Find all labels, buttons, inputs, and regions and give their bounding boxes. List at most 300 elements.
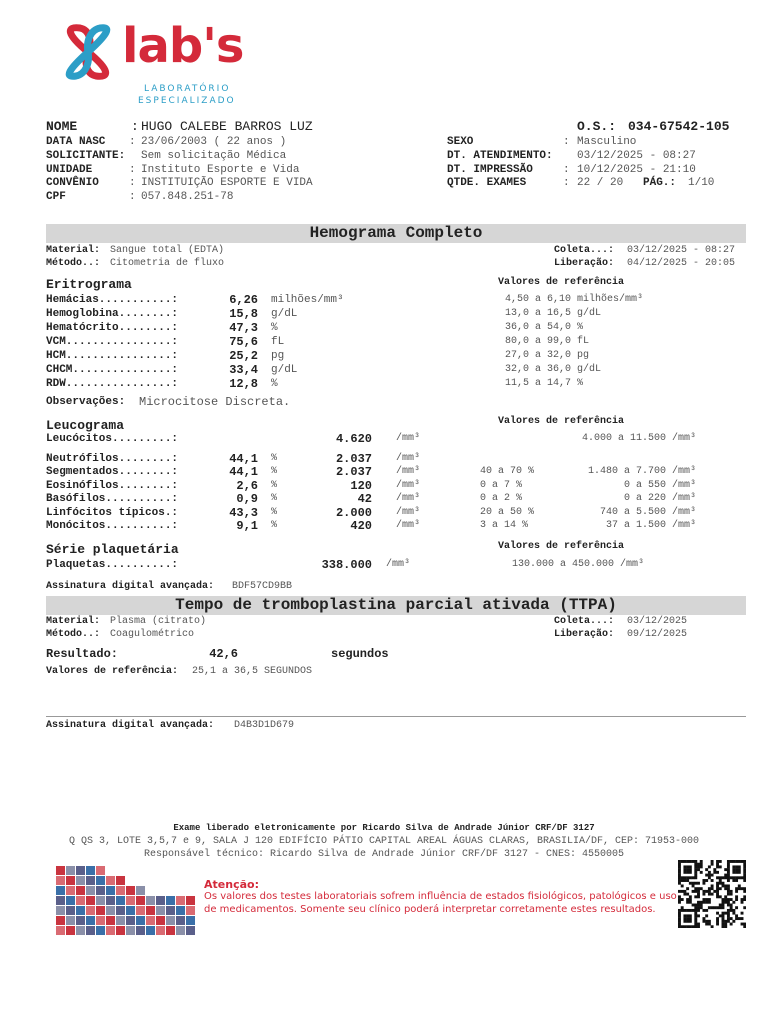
qr-module <box>722 884 725 887</box>
hemograma-title: Hemograma Completo <box>309 224 483 242</box>
qr-module <box>694 909 697 912</box>
qr-module <box>678 863 681 866</box>
qr-module <box>727 904 730 907</box>
qr-module <box>727 860 730 863</box>
qtde-value: 22 / 20 <box>577 177 624 189</box>
pattern-tile <box>126 906 135 915</box>
qr-module <box>727 898 730 901</box>
qr-module <box>689 865 692 868</box>
qr-module <box>700 901 703 904</box>
pattern-tile <box>66 896 75 905</box>
qr-module <box>678 914 681 917</box>
qr-module <box>683 860 686 863</box>
convenio-value: INSTITUIÇÃO ESPORTE E VIDA <box>141 177 313 189</box>
qr-module <box>735 906 738 909</box>
pattern-tile <box>76 876 85 885</box>
leuco-row-pct-unit: % <box>271 506 278 518</box>
impr-value: 10/12/2025 - 21:10 <box>577 164 696 176</box>
pattern-tile <box>176 916 185 925</box>
qr-module <box>694 920 697 923</box>
eritro-unit: fL <box>271 336 285 348</box>
qr-module <box>692 882 695 885</box>
qr-module <box>686 865 689 868</box>
qr-module <box>702 920 705 923</box>
qr-module <box>738 917 741 920</box>
pattern-tile <box>166 916 175 925</box>
nasc-label: DATA NASC <box>46 136 106 148</box>
pattern-tile <box>166 926 175 935</box>
leuco-row-pct: 9,1 <box>236 519 258 533</box>
material-label: Material: <box>46 245 101 256</box>
pattern-tile <box>106 906 115 915</box>
qr-module <box>694 865 697 868</box>
qr-module <box>722 912 725 915</box>
qr-module <box>738 860 741 863</box>
qr-module <box>686 868 689 871</box>
nome-label: NOME <box>46 119 78 134</box>
colon: : <box>131 119 139 134</box>
qr-module <box>735 865 738 868</box>
qr-module <box>700 904 703 907</box>
pattern-tile <box>116 886 125 895</box>
qr-module <box>683 893 686 896</box>
pattern-tile <box>136 926 145 935</box>
eritro-name: RDW................: <box>46 378 179 390</box>
qtde-label: QTDE. EXAMES <box>447 177 527 189</box>
qr-module <box>727 863 730 866</box>
pattern-tile <box>106 916 115 925</box>
pattern-tile <box>146 926 155 935</box>
qr-module <box>689 895 692 898</box>
qr-module <box>722 876 725 879</box>
leuco-row-refp: 0 a 2 % <box>480 493 523 505</box>
pattern-tile <box>126 926 135 935</box>
qr-module <box>743 879 746 882</box>
leuco-row-refp: 20 a 50 % <box>480 506 535 518</box>
qr-module <box>724 925 727 928</box>
pattern-tile <box>96 876 105 885</box>
qr-module <box>719 879 722 882</box>
pag-label: PÁG.: <box>643 177 677 189</box>
pattern-tile <box>86 906 95 915</box>
pattern-tile <box>86 896 95 905</box>
qr-module <box>722 882 725 885</box>
metodo-label: Método..: <box>46 258 101 269</box>
qr-module <box>689 914 692 917</box>
leuco-row-name: Neutrófilos........: <box>46 453 179 465</box>
footer-responsible: Responsável técnico: Ricardo Silva de Andrade Júnior CRF/DF 3127 - CNES: 4550005 <box>143 849 625 860</box>
qr-module <box>711 906 714 909</box>
qr-module <box>722 914 725 917</box>
qr-module <box>711 863 714 866</box>
pattern-tile <box>136 916 145 925</box>
pattern-tile <box>126 886 135 895</box>
ttpa-coleta-value: 03/12/2025 <box>627 616 688 627</box>
qr-module <box>694 912 697 915</box>
qr-module <box>697 909 700 912</box>
decorative-pattern-icon <box>56 866 196 936</box>
cpf-value: 057.848.251-78 <box>141 191 234 203</box>
qr-module <box>716 876 719 879</box>
qr-module <box>708 890 711 893</box>
qr-module <box>732 920 735 923</box>
eritro-unit: g/dL <box>271 308 298 320</box>
pattern-tile <box>76 896 85 905</box>
pattern-tile <box>156 926 165 935</box>
qr-module <box>727 868 730 871</box>
qr-module <box>730 876 733 879</box>
qr-module <box>743 876 746 879</box>
qr-module <box>686 925 689 928</box>
pattern-tile <box>56 886 65 895</box>
ttpa-result-unit: segundos <box>331 647 389 661</box>
pattern-tile <box>56 926 65 935</box>
eritro-unit: % <box>271 322 278 334</box>
qr-module <box>738 868 741 871</box>
leuco-row-abs: 2.000 <box>335 505 372 520</box>
qr-module <box>678 912 681 915</box>
leuco-row-pct: 43,3 <box>229 505 258 520</box>
qr-module <box>697 925 700 928</box>
qr-module <box>722 923 725 926</box>
qr-module <box>683 914 686 917</box>
leuco-row-refp: 0 a 7 % <box>480 479 523 491</box>
qr-module <box>697 923 700 926</box>
qr-module <box>735 876 738 879</box>
coleta-label: Coleta...: <box>554 245 615 256</box>
qr-module <box>683 890 686 893</box>
qr-module <box>694 887 697 890</box>
qr-module <box>689 920 692 923</box>
eritro-ref: 36,0 a 54,0 % <box>505 322 584 333</box>
patient-name: HUGO CALEBE BARROS LUZ <box>141 119 313 134</box>
qr-module <box>724 884 727 887</box>
pattern-tile <box>116 896 125 905</box>
qr-module <box>678 925 681 928</box>
qr-module <box>722 920 725 923</box>
qr-module <box>727 865 730 868</box>
qr-module <box>711 884 714 887</box>
qr-module <box>708 865 711 868</box>
leuco-row-unit: /mm³ <box>396 520 421 531</box>
attention-line1: Os valores dos testes laboratoriais sofrem influência de estados fisiológicos, patológicos e uso <box>204 891 677 902</box>
eritro-ref: 11,5 a 14,7 % <box>505 378 584 389</box>
signature-divider <box>46 716 746 717</box>
qr-module <box>686 901 689 904</box>
qr-module <box>678 898 681 901</box>
qr-module <box>735 879 738 882</box>
eritro-value: 25,2 <box>229 349 258 363</box>
qr-module <box>727 909 730 912</box>
logo-brand-text: lab's <box>122 18 244 74</box>
qr-module <box>727 879 730 882</box>
qr-module <box>738 865 741 868</box>
qr-module <box>705 868 708 871</box>
qr-module <box>719 887 722 890</box>
eritrograma-title: Eritrograma <box>46 277 132 292</box>
qr-module <box>708 876 711 879</box>
colon: : <box>129 164 136 176</box>
qr-module <box>716 860 719 863</box>
qr-module <box>743 906 746 909</box>
sexo-value: Masculino <box>577 136 637 148</box>
pag-value: 1/10 <box>688 177 715 189</box>
pattern-tile <box>86 876 95 885</box>
qr-module <box>711 893 714 896</box>
qr-module <box>719 865 722 868</box>
qr-module <box>689 860 692 863</box>
pattern-tile <box>96 906 105 915</box>
qr-module <box>732 868 735 871</box>
convenio-label: CONVÊNIO <box>46 177 99 189</box>
qr-module <box>716 884 719 887</box>
qr-module <box>686 917 689 920</box>
ref-header: Valores de referência <box>498 416 625 427</box>
qr-module <box>722 901 725 904</box>
pattern-tile <box>116 906 125 915</box>
leuco-row-refa: 1.480 a 7.700 /mm³ <box>587 466 696 478</box>
qr-module <box>708 906 711 909</box>
qr-module <box>694 876 697 879</box>
qr-module <box>694 863 697 866</box>
qr-module <box>702 898 705 901</box>
pattern-tile <box>116 926 125 935</box>
qr-module <box>741 876 744 879</box>
qr-module <box>713 890 716 893</box>
qr-module <box>708 887 711 890</box>
pattern-tile <box>86 886 95 895</box>
qr-module <box>732 879 735 882</box>
sexo-label: SEXO <box>447 136 474 148</box>
metodo-value: Citometria de fluxo <box>110 258 225 269</box>
eritro-name: Hemoglobina........: <box>46 308 179 320</box>
qr-module <box>735 914 738 917</box>
impr-label: DT. IMPRESSÃO <box>447 164 533 176</box>
qr-module <box>730 893 733 896</box>
leuco-row-pct-unit: % <box>271 479 278 491</box>
qr-module <box>724 895 727 898</box>
leuco-row-refa: 0 a 550 /mm³ <box>623 479 696 491</box>
qr-module <box>711 887 714 890</box>
eritro-unit: pg <box>271 350 285 362</box>
ttpa-liberacao-label: Liberação: <box>554 629 615 640</box>
pattern-tile <box>176 926 185 935</box>
eritro-name: Hematócrito........: <box>46 322 179 334</box>
qr-module <box>686 898 689 901</box>
qr-module <box>689 882 692 885</box>
qr-module <box>716 887 719 890</box>
plaq-name: Plaquetas..........: <box>46 559 179 571</box>
pattern-tile <box>136 896 145 905</box>
pattern-tile <box>186 916 195 925</box>
qr-module <box>735 868 738 871</box>
qr-module <box>700 863 703 866</box>
unidade-value: Instituto Esporte e Vida <box>141 164 300 176</box>
ttpa-title: Tempo de tromboplastina parcial ativada (TTPA) <box>175 596 617 614</box>
qr-module <box>727 912 730 915</box>
qr-module <box>716 906 719 909</box>
qr-module <box>708 901 711 904</box>
qr-module <box>683 876 686 879</box>
leuco-row-name: Linfócitos típicos.: <box>46 506 179 519</box>
qr-module <box>686 914 689 917</box>
qr-module <box>705 923 708 926</box>
qr-module <box>711 860 714 863</box>
qr-module <box>694 874 697 877</box>
qr-module <box>700 865 703 868</box>
ttpa-sig-label: Assinatura digital avançada: <box>46 720 215 731</box>
qr-module <box>708 871 711 874</box>
qr-module <box>678 874 681 877</box>
atend-label: DT. ATENDIMENTO: <box>447 150 553 162</box>
qr-module <box>735 890 738 893</box>
eritro-ref: 27,0 a 32,0 pg <box>505 350 590 361</box>
qr-module <box>724 912 727 915</box>
pattern-tile <box>66 886 75 895</box>
qr-module <box>730 909 733 912</box>
leuco-row-refa: 37 a 1.500 /mm³ <box>605 520 696 531</box>
logo-mark-icon <box>58 24 118 80</box>
solic-label: SOLICITANTE: <box>46 150 126 162</box>
pattern-tile <box>76 926 85 935</box>
ttpa-coleta-label: Coleta...: <box>554 616 615 627</box>
qr-module <box>719 914 722 917</box>
qr-module <box>719 876 722 879</box>
attention-line2: de medicamentos. Somente seu clínico poderá interpretar corretamente estes resultados. <box>204 904 656 915</box>
pattern-tile <box>106 876 115 885</box>
ttpa-ref-value: 25,1 a 36,5 SEGUNDOS <box>192 666 313 677</box>
qr-module <box>713 868 716 871</box>
qr-module <box>678 879 681 882</box>
qr-module <box>702 890 705 893</box>
qr-module <box>681 876 684 879</box>
plaq-ref: 130.000 a 450.000 /mm³ <box>512 559 645 570</box>
pattern-tile <box>76 886 85 895</box>
qr-module <box>735 898 738 901</box>
pattern-tile <box>56 876 65 885</box>
leuco-row-name: Eosinófilos........: <box>46 479 179 492</box>
qr-module <box>678 923 681 926</box>
pattern-tile <box>76 906 85 915</box>
qr-module <box>743 865 746 868</box>
material-value: Sangue total (EDTA) <box>110 245 225 256</box>
qr-module <box>678 895 681 898</box>
qr-module <box>727 890 730 893</box>
pattern-tile <box>56 916 65 925</box>
qr-module <box>697 914 700 917</box>
leuco-row-unit: /mm³ <box>396 506 421 518</box>
sig-value: BDF57CD9BB <box>232 581 293 592</box>
qr-module <box>727 874 730 877</box>
logo-sub1: LABORATÓRIO <box>144 84 231 94</box>
qr-module <box>692 904 695 907</box>
qr-module <box>743 925 746 928</box>
leuco-abs: 4.620 <box>335 432 372 446</box>
qr-module <box>694 917 697 920</box>
qr-module <box>683 865 686 868</box>
qr-module <box>708 874 711 877</box>
qr-module <box>732 865 735 868</box>
qr-module <box>724 887 727 890</box>
qr-module <box>716 917 719 920</box>
qr-module <box>694 906 697 909</box>
qr-module <box>705 890 708 893</box>
pattern-tile <box>186 896 195 905</box>
leuco-row-refa: 0 a 220 /mm³ <box>623 493 696 505</box>
pattern-tile <box>86 866 95 875</box>
pattern-tile <box>156 916 165 925</box>
colon: : <box>563 177 570 189</box>
ttpa-sig-value: D4B3D1D679 <box>234 720 295 731</box>
liberacao-value: 04/12/2025 - 20:05 <box>627 258 736 269</box>
qr-module <box>694 882 697 885</box>
eritro-name: HCM................: <box>46 350 179 362</box>
qr-module <box>697 893 700 896</box>
qr-module <box>686 860 689 863</box>
pattern-tile <box>66 876 75 885</box>
logo-sub2: ESPECIALIZADO <box>138 96 236 106</box>
qr-module <box>700 906 703 909</box>
qr-module <box>692 909 695 912</box>
leuco-row-refp: 3 a 14 % <box>480 520 529 531</box>
qr-module <box>689 901 692 904</box>
qr-module <box>681 860 684 863</box>
qr-module <box>686 879 689 882</box>
qr-module <box>724 920 727 923</box>
qr-module <box>724 874 727 877</box>
pattern-tile <box>86 926 95 935</box>
qr-module <box>694 895 697 898</box>
pattern-tile <box>96 896 105 905</box>
leucograma-title: Leucograma <box>46 418 125 433</box>
pattern-tile <box>96 916 105 925</box>
leuco-row-abs: 120 <box>350 478 372 493</box>
qr-module <box>689 876 692 879</box>
qr-module <box>683 920 686 923</box>
qr-module <box>741 923 744 926</box>
pattern-tile <box>176 906 185 915</box>
qr-module <box>697 890 700 893</box>
qr-module <box>716 895 719 898</box>
qr-module <box>743 890 746 893</box>
qr-module <box>689 917 692 920</box>
qr-module <box>735 895 738 898</box>
lab-logo <box>58 18 258 110</box>
pattern-tile <box>56 866 65 875</box>
atend-value: 03/12/2025 - 08:27 <box>577 150 696 162</box>
pattern-tile <box>106 896 115 905</box>
qr-module <box>702 909 705 912</box>
qr-module <box>686 893 689 896</box>
ttpa-metodo-label: Método..: <box>46 629 101 640</box>
plaq-unit: /mm³ <box>386 559 411 570</box>
pattern-tile <box>66 906 75 915</box>
qr-module <box>716 871 719 874</box>
qr-module <box>716 863 719 866</box>
qr-module <box>738 876 741 879</box>
qr-module <box>683 917 686 920</box>
qr-module <box>694 914 697 917</box>
qr-module <box>724 876 727 879</box>
pattern-tile <box>106 926 115 935</box>
qr-module <box>722 898 725 901</box>
qr-module <box>683 868 686 871</box>
ttpa-result-value: 42,6 <box>209 647 238 661</box>
pattern-tile <box>96 926 105 935</box>
plaq-abs: 338.000 <box>321 558 372 572</box>
qr-module <box>678 882 681 885</box>
qr-module <box>700 871 703 874</box>
